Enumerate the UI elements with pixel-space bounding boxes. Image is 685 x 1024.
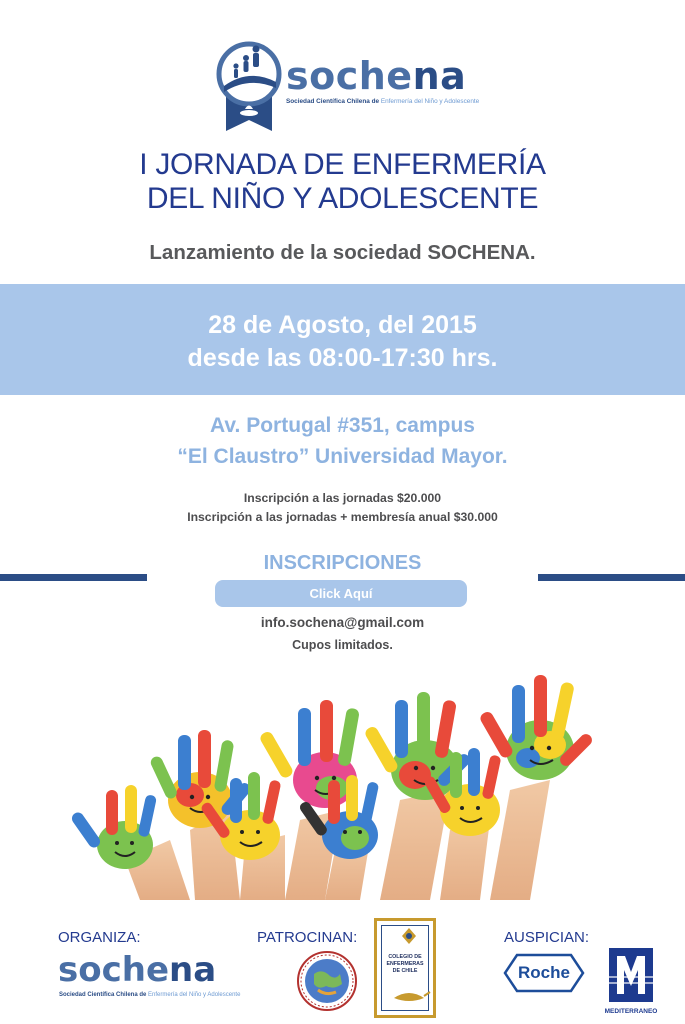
divider-right: [538, 574, 685, 581]
event-date: 28 de Agosto, del 2015: [208, 311, 477, 339]
globe-seal-icon: [296, 950, 358, 1012]
mediterraneo-logo: MEDITERRANEO: [607, 946, 655, 1018]
venue-address: Av. Portugal #351, campus: [210, 414, 475, 437]
fee-membership: Inscripción a las jornadas + membresía anual $30.000: [187, 510, 498, 524]
limited-spots-note: Cupos limitados.: [292, 638, 393, 652]
sochena-badge-icon: [216, 36, 286, 136]
auspician-label: AUSPICIAN:: [504, 929, 590, 946]
register-button[interactable]: Click Aquí: [215, 580, 467, 607]
sochena-header-logo: [216, 36, 480, 136]
event-title: [0, 148, 685, 216]
colegio-enfermeras-logo: COLEGIO DE ENFERMERAS DE CHILE: [374, 918, 436, 1018]
contact-email[interactable]: info.sochena@gmail.com: [260, 615, 425, 630]
colegio-crest-icon: [384, 926, 434, 952]
event-title-line2: DEL NIÑO Y ADOLESCENTE: [146, 182, 539, 215]
patrocinan-label: PATROCINAN:: [257, 929, 358, 946]
mediterraneo-logo-icon: [607, 946, 655, 1004]
event-hours: desde las 08:00-17:30 hrs.: [187, 344, 498, 372]
organiza-label: ORGANIZA:: [58, 929, 141, 946]
sochena-footer-wordmark: sochena: [58, 950, 217, 990]
event-subtitle: Lanzamiento de la sociedad SOCHENA.: [149, 241, 536, 264]
sochena-wordmark: sochena: [286, 54, 467, 98]
sochena-tagline: Sociedad Científica Chilena de Enfermería del Niño y Adolescente: [286, 98, 480, 105]
event-title-line1: I JORNADA DE ENFERMERÍA: [139, 148, 546, 181]
fee-basic: Inscripción a las jornadas $20.000: [243, 491, 442, 505]
divider-left: [0, 574, 147, 581]
lamp-icon: [384, 984, 434, 1006]
sochena-footer-logo: [58, 950, 258, 1010]
venue-campus: “El Claustro” Universidad Mayor.: [177, 445, 508, 468]
roche-logo: Roche: [503, 953, 585, 993]
hands-illustration: [70, 660, 620, 900]
inscripciones-heading: INSCRIPCIONES: [263, 552, 422, 574]
sochena-footer-tagline: Sociedad Científica Chilena de Enfermería del Niño y Adolescente: [59, 992, 241, 998]
date-banner: [0, 284, 685, 395]
